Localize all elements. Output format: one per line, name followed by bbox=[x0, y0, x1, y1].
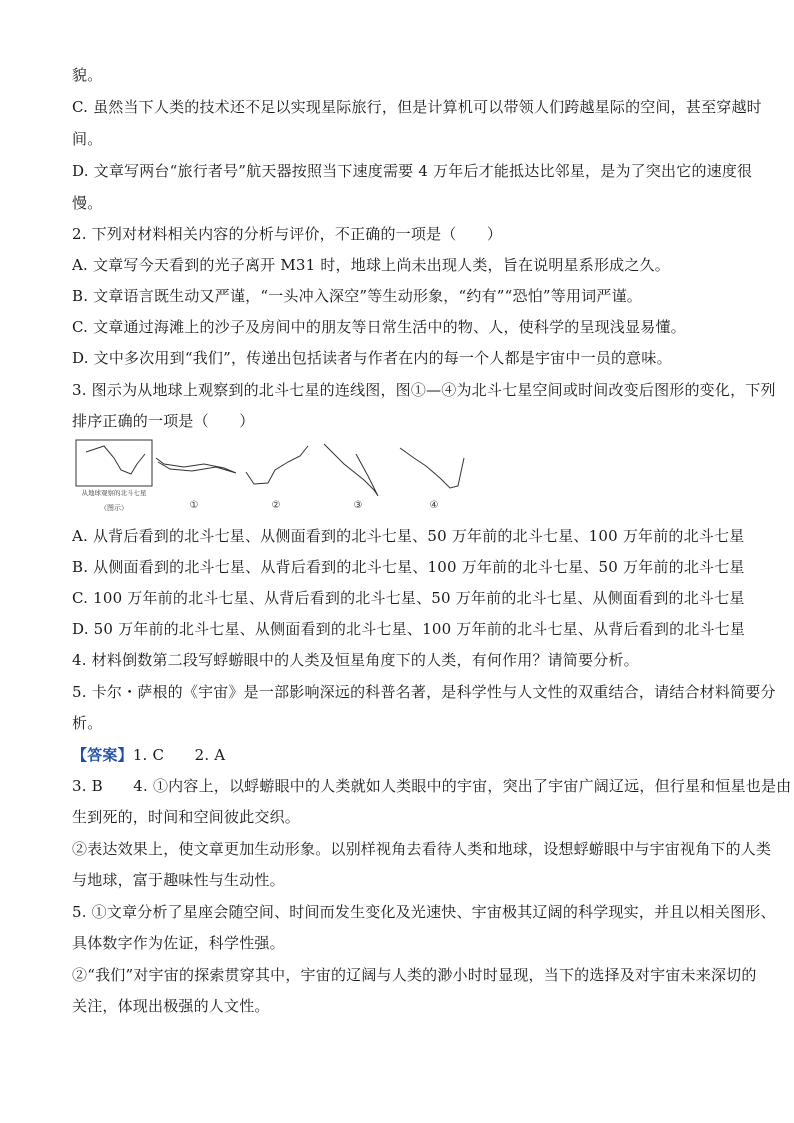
question-2-option-a: A. 文章写今天看到的光子离开 M31 时，地球上尚未出现人类，旨在说明星系形成之久。 bbox=[72, 256, 670, 274]
inset-frame bbox=[76, 440, 152, 486]
answer-5-point-1: 5. ①文章分析了星座会随空间、时间而发生变化及光速快、宇宙极其辽阔的科学现实，并且以相关图形、 bbox=[72, 903, 776, 921]
question-2: 2. 下列对材料相关内容的分析与评价，不正确的一项是（ ） bbox=[72, 225, 503, 243]
dipper-shape-2 bbox=[246, 446, 308, 484]
question-3-option-c: C. 100 万年前的北斗七星、从背后看到的北斗七星、50 万年前的北斗七星、从侧面看到的北斗七星 bbox=[72, 589, 745, 607]
question-3-option-b: B. 从侧面看到的北斗七星、从背后看到的北斗七星、100 万年前的北斗七星、50 万年前的北斗七星 bbox=[72, 558, 745, 576]
figure-label-2: ② bbox=[271, 500, 281, 511]
dipper-shape-4 bbox=[400, 448, 464, 488]
text-line: 慢。 bbox=[72, 194, 103, 212]
option-c-line: C. 虽然当下人类的技术还不足以实现星际旅行，但是计算机可以带领人们跨越星际的空间，甚至穿越时 bbox=[72, 98, 762, 116]
question-3-option-a: A. 从背后看到的北斗七星、从侧面看到的北斗七星、50 万年前的北斗七星、100 万年前的北斗七星 bbox=[72, 527, 745, 545]
option-d-line: D. 文章写两台“旅行者号”航天器按照当下速度需要 4 万年后才能抵达比邻星，是为了突出它的速度很 bbox=[72, 162, 753, 180]
answer-5-point-2: ②“我们”对宇宙的探索贯穿其中，宇宙的辽阔与人类的渺小时时显现，当下的选择及对宇宙未来深切的 bbox=[72, 966, 757, 984]
question-5-cont: 析。 bbox=[72, 714, 103, 732]
answer-5-cont: 关注，体现出极强的人文性。 bbox=[72, 997, 270, 1015]
inset-caption: 从地球观察的北斗七星 bbox=[81, 489, 147, 497]
figure-label-3: ③ bbox=[353, 500, 363, 511]
answer-4-cont: 生到死的，时间和空间彼此交织。 bbox=[72, 808, 301, 826]
answer-3-4: 3. B 4. ①内容上，以蜉蝣眼中的人类就如人类眼中的宇宙，突出了宇宙广阔辽远，但行星和恒星也是由 bbox=[72, 777, 792, 795]
question-2-option-b: B. 文章语言既生动又严谨，“一头冲入深空”等生动形象，“约有”“恐怕”等用词严谨。 bbox=[72, 287, 642, 305]
question-2-option-d: D. 文中多次用到“我们”，传递出包括读者与作者在内的每一个人都是宇宙中一员的意味。 bbox=[72, 349, 672, 367]
question-4: 4. 材料倒数第二段写蜉蝣眼中的人类及恒星角度下的人类，有何作用？请简要分析。 bbox=[72, 651, 639, 669]
big-dipper-figure bbox=[74, 436, 474, 516]
question-3: 3. 图示为从地球上观察到的北斗七星的连线图，图①—④为北斗七星空间或时间改变后图形的变化，下列 bbox=[72, 381, 776, 399]
inset-label: （图示） bbox=[100, 504, 128, 512]
answer-5-cont: 具体数字作为佐证，科学性强。 bbox=[72, 934, 285, 952]
figure-label-1: ① bbox=[189, 500, 199, 511]
text-line: 间。 bbox=[72, 130, 103, 148]
question-5: 5. 卡尔・萨根的《宇宙》是一部影响深远的科普名著，是科学性与人文性的双重结合，请结合材料简要分 bbox=[72, 683, 776, 701]
answer-header-line bbox=[72, 745, 225, 765]
dipper-shape-1 bbox=[156, 458, 236, 473]
question-2-option-c: C. 文章通过海滩上的沙子及房间中的朋友等日常生活中的物、人，使科学的呈现浅显易懂。 bbox=[72, 318, 686, 336]
answer-4-point-2: ②表达效果上，使文章更加生动形象。以别样视角去看待人类和地球，设想蜉蝣眼中与宇宙视角下的人类 bbox=[72, 840, 772, 858]
question-3-cont: 排序正确的一项是（ ） bbox=[72, 412, 255, 430]
question-3-option-d: D. 50 万年前的北斗七星、从侧面看到的北斗七星、100 万年前的北斗七星、从背后看到的北斗七星 bbox=[72, 620, 746, 638]
dipper-inset-shape bbox=[86, 446, 145, 474]
figure-label-4: ④ bbox=[429, 500, 439, 511]
answer-1-2: 1. C 2. A bbox=[132, 746, 226, 764]
answer-4-cont: 与地球，富于趣味性与生动性。 bbox=[72, 871, 285, 889]
dipper-shape-3 bbox=[324, 444, 378, 496]
text-line: 貌。 bbox=[72, 66, 103, 84]
answer-label: 【答案】 bbox=[72, 746, 133, 764]
